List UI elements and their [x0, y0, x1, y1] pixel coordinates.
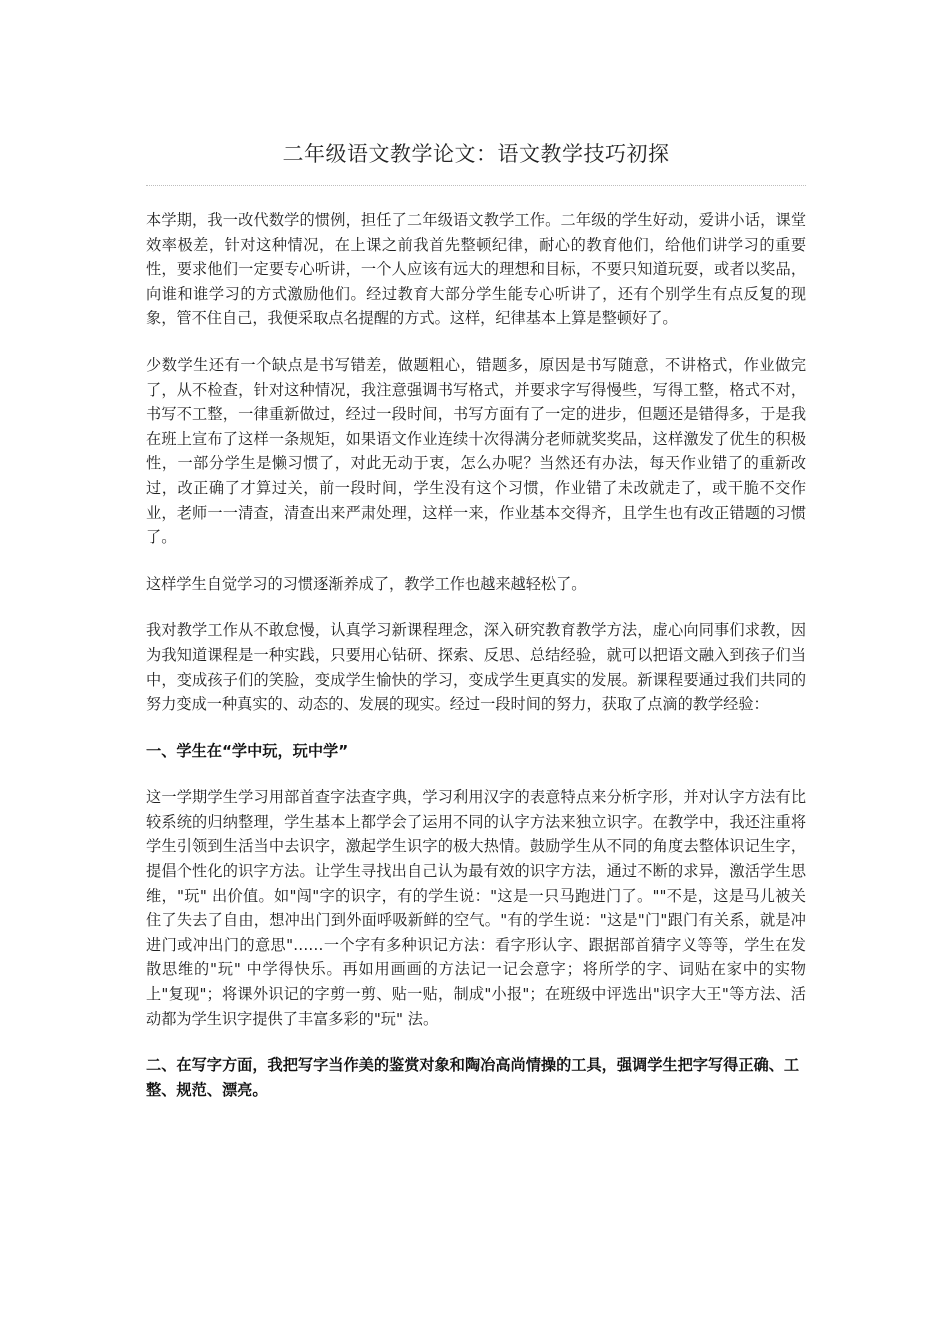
section-heading-1: 一、学生在“学中玩，玩中学” — [146, 741, 349, 760]
paragraph-1: 本学期，我一改代数学的惯例，担任了二年级语文教学工作。二年级的学生好动，爱讲小话，课堂效率极差，针对这种情况，在上课之前我首先整顿纪律，耐心的教育他们，给他们讲学习的重要性，要求他们一定要专心听讲，一个人应该有远大的理想和目标，不要只知道玩耍，或者以奖品，向谁和谁学习的方式激励他们。经过教育大部分学生能专心听讲了，还有个别学生有点反复的现象，管不住自己，我便采取点名提醒的方式。这样，纪律基本上算是整顿好了。 — [146, 211, 806, 328]
paragraph-5: 这一学期学生学习用部首查字法查字典，学习利用汉字的表意特点来分析字形，并对认字方法有比较系统的归纳整理，学生基本上都学会了运用不同的认字方法来独立识字。在教学中，我还注重将学生引领到生活当中去识字，激起学生识字的极大热情。鼓励学生从不同的角度去整体识记生字，提倡个性化的识字方法。让学生寻找出自己认为最有效的识字方法，通过不断的求异，激活学生思维，"玩" 出价值。如"闯"字的识字，有的学生说："这是一只马跑进门了。""不是，这是马儿被关住了失去了自由，想冲出门到外面呼吸新鲜的空气。"有的学生说："这是"门"跟门有关系，就是冲进门或冲出门的意思"……一个字有多种识记方法：看字形认字、跟据部首猜字义等等，学生在发散思维的"玩" 中学得快乐。再如用画画的方法记一记会意字；将所学的字、词贴在家中的实物上"复现"；将课外识记的字剪一剪、贴一贴，制成"小报"；在班级中评选出"识字大王"等方法、活动都为学生识字提供了丰富多彩的"玩" 法。 — [146, 788, 806, 1028]
document-body — [146, 208, 806, 1102]
document-title: 二年级语文教学论文：语文教学技巧初探 — [282, 142, 670, 166]
paragraph-2: 少数学生还有一个缺点是书写错差，做题粗心，错题多，原因是书写随意，不讲格式，作业做完了，从不检查，针对这种情况，我注意强调书写格式，并要求字写得慢些，写得工整，格式不对，书写不工整，一律重新做过，经过一段时间，书写方面有了一定的进步，但题还是错得多，于是我在班上宣布了这样一条规矩，如果语文作业连续十次得满分老师就奖奖品，这样激发了优生的积极性，一部分学生是懒习惯了，对此无动于衷，怎么办呢？当然还有办法，每天作业错了的重新改过，改正确了才算过关，前一段时间，学生没有这个习惯，作业错了未改就走了，或干脆不交作业，老师一一清查，清查出来严肃处理，这样一来，作业基本交得齐，且学生也有改正错题的习惯了。 — [146, 355, 806, 547]
paragraph-3: 这样学生自觉学习的习惯逐渐养成了，教学工作也越来越轻松了。 — [146, 574, 587, 593]
paragraph-4: 我对教学工作从不敢怠慢，认真学习新课程理念，深入研究教育教学方法，虚心向同事们求教，因为我知道课程是一种实践，只要用心钻研、探索、反思、总结经验，就可以把语文融入到孩子们当中，变成孩子们的笑脸，变成学生愉快的学习，变成学生更真实的发展。新课程要通过我们共同的努力变成一种真实的、动态的、发展的现实。经过一段时间的努力，获取了点滴的教学经验： — [146, 621, 806, 714]
title-divider — [146, 185, 806, 186]
document-page — [146, 0, 806, 1124]
section-heading-2: 二、在写字方面，我把写字当作美的鉴赏对象和陶冶高尚情操的工具，强调学生把字写得正确、工整、规范、漂亮。 — [146, 1056, 800, 1099]
